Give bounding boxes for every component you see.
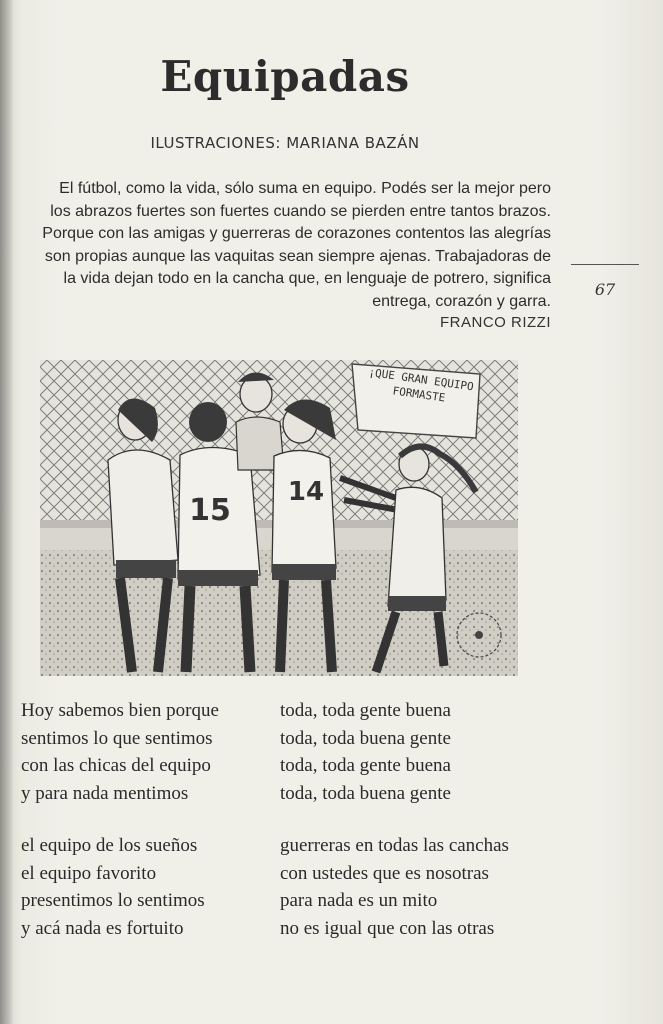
- poem-stanza-1-right: [280, 697, 451, 807]
- poem-line: el equipo favorito: [21, 862, 157, 884]
- poem-line: no es igual que con las otras: [280, 917, 495, 939]
- poem-line: toda, toda buena gente: [280, 782, 451, 804]
- poem-stanza-2-right: [280, 832, 509, 942]
- poem-line: Hoy sabemos bien porque: [21, 700, 219, 721]
- page-title: Equipadas: [160, 52, 410, 101]
- intro-line: Porque con las amigas y guerreras de corazones contentos las alegrías: [42, 225, 551, 243]
- poem-stanza-2-left: [21, 832, 205, 942]
- poem-line: con las chicas del equipo: [21, 755, 211, 776]
- jersey-number-14: 14: [287, 477, 325, 507]
- banner-text: ¡QUE GRAN EQUIPO FORMASTE: [367, 365, 475, 405]
- poem-line: toda, toda buena gente: [280, 727, 451, 749]
- poem-line: y para nada mentimos: [21, 782, 189, 804]
- illustration-credits: ILUSTRACIONES: MARIANA BAZÁN: [150, 134, 420, 152]
- intro-line: El fútbol, como la vida, sólo suma en equipo. Podés ser la mejor pero: [59, 180, 551, 197]
- illustrator-signature-seal: [452, 608, 506, 662]
- poem-stanza-1-left: [21, 697, 219, 807]
- poem-line: sentimos lo que sentimos: [21, 727, 213, 749]
- poem-line: y acá nada es fortuito: [21, 917, 184, 939]
- poem-line: toda, toda gente buena: [280, 755, 451, 776]
- intro-author: FRANCO RIZZI: [440, 314, 551, 331]
- poem-line: guerreras en todas las canchas: [280, 835, 509, 856]
- intro-line: entrega, corazón y garra.: [372, 292, 551, 310]
- intro-line: los abrazos fuertes son fuertes cuando se pierden entre tantos brazos.: [50, 202, 551, 220]
- page-number: 67: [594, 280, 616, 299]
- jersey-number-15: 15: [189, 493, 231, 528]
- poem-line: presentimos lo sentimos: [21, 890, 205, 911]
- poem-line: para nada es un mito: [280, 890, 438, 911]
- page-number-rule: [571, 264, 639, 265]
- poem-line: toda, toda gente buena: [280, 700, 451, 721]
- poem-line: con ustedes que es nosotras: [280, 862, 489, 884]
- team-celebration-illustration: [40, 360, 518, 676]
- intro-paragraph: [14, 178, 551, 314]
- illustration-drawing: [40, 360, 518, 676]
- spine-shadow: [0, 0, 14, 1024]
- intro-line: son propias aunque las vaquitas sean siempre ajenas. Trabajadoras de: [44, 247, 551, 265]
- poem-line: el equipo de los sueños: [21, 835, 198, 856]
- intro-line: la vida dejan todo en la cancha que, en lenguaje de potrero, significa: [63, 270, 551, 288]
